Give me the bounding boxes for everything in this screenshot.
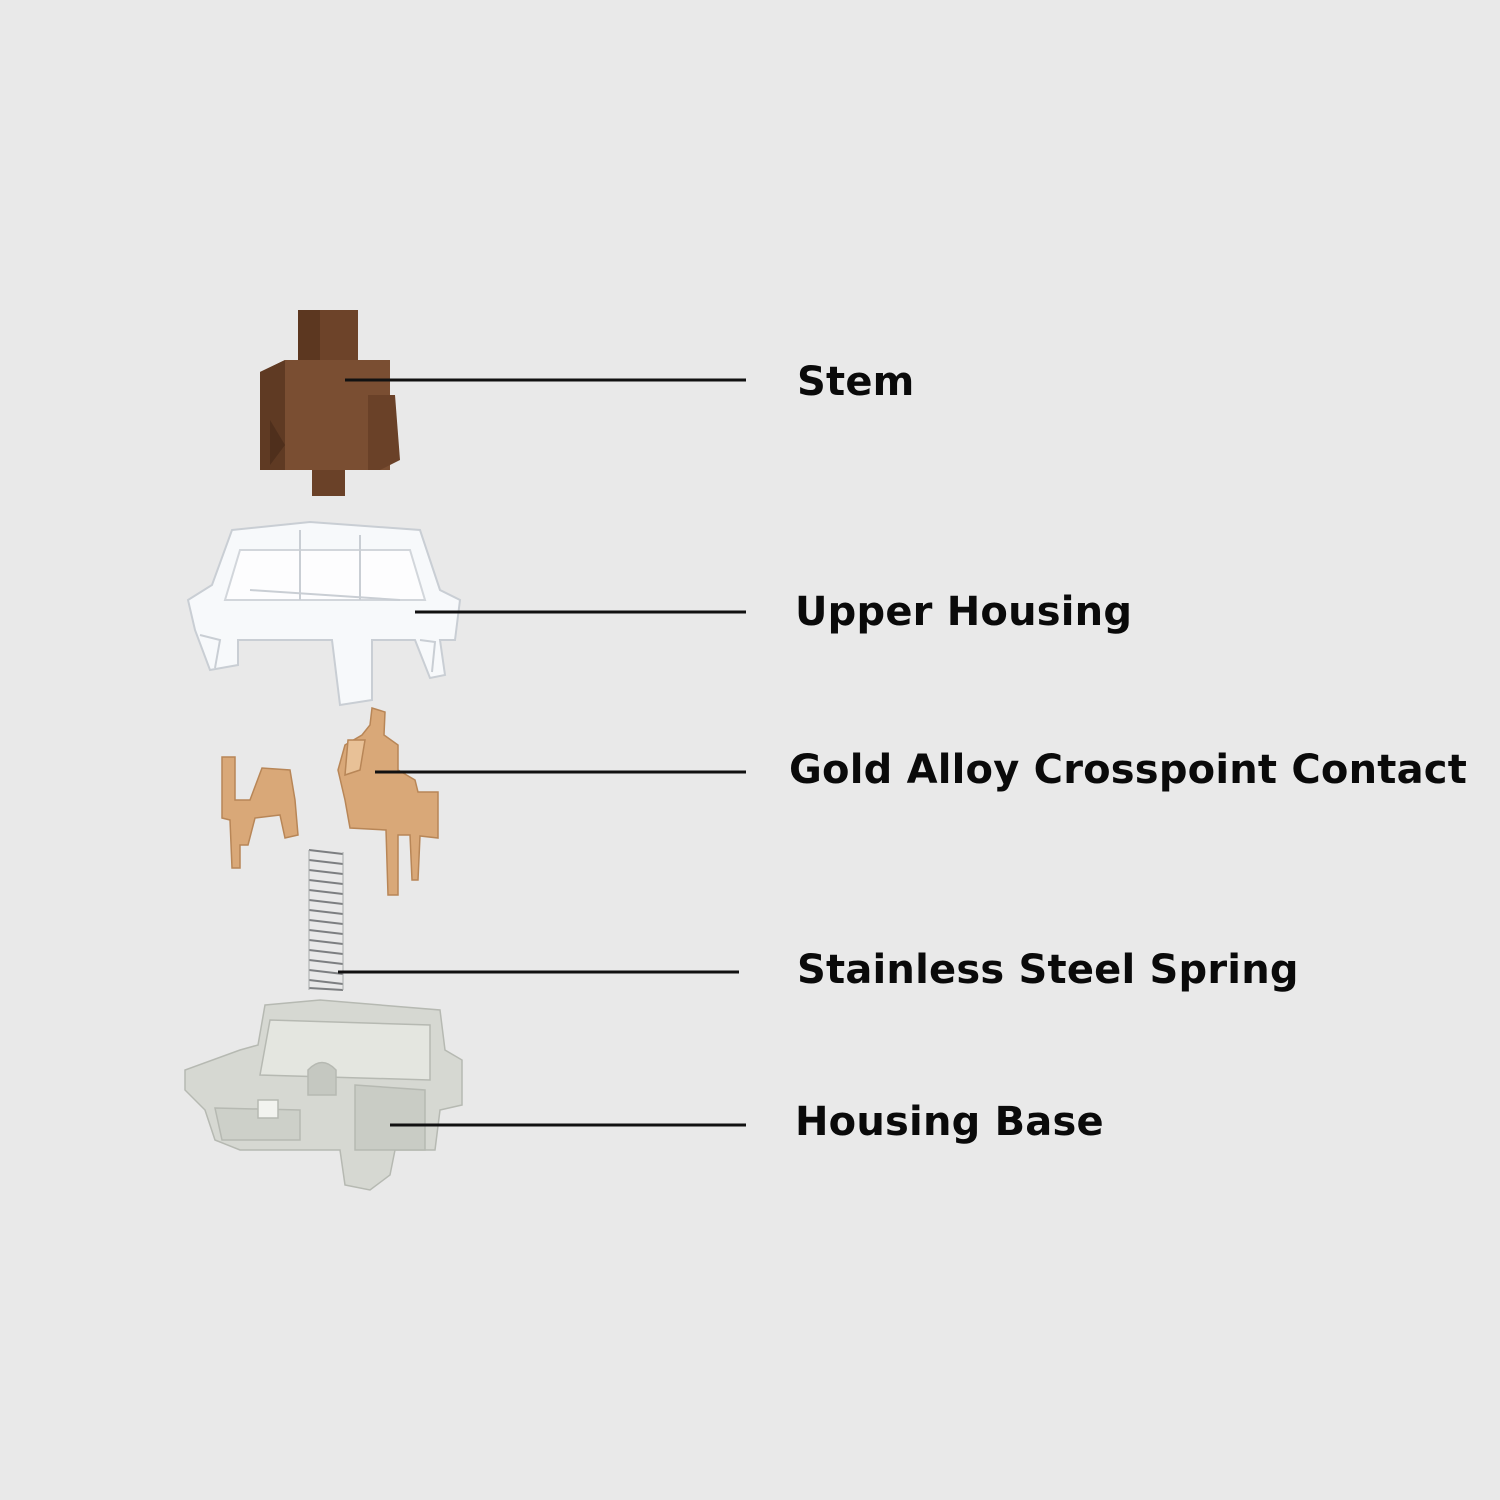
label-housing-base: Housing Base <box>795 1099 1104 1145</box>
spring-icon <box>309 850 343 990</box>
housing-base-icon <box>185 1000 462 1190</box>
contact-icon <box>222 708 438 895</box>
label-spring: Stainless Steel Spring <box>797 947 1299 993</box>
label-contact: Gold Alloy Crosspoint Contact <box>789 747 1468 793</box>
label-stem: Stem <box>797 359 915 405</box>
label-upper-housing: Upper Housing <box>795 589 1133 635</box>
stem-icon <box>260 310 400 496</box>
